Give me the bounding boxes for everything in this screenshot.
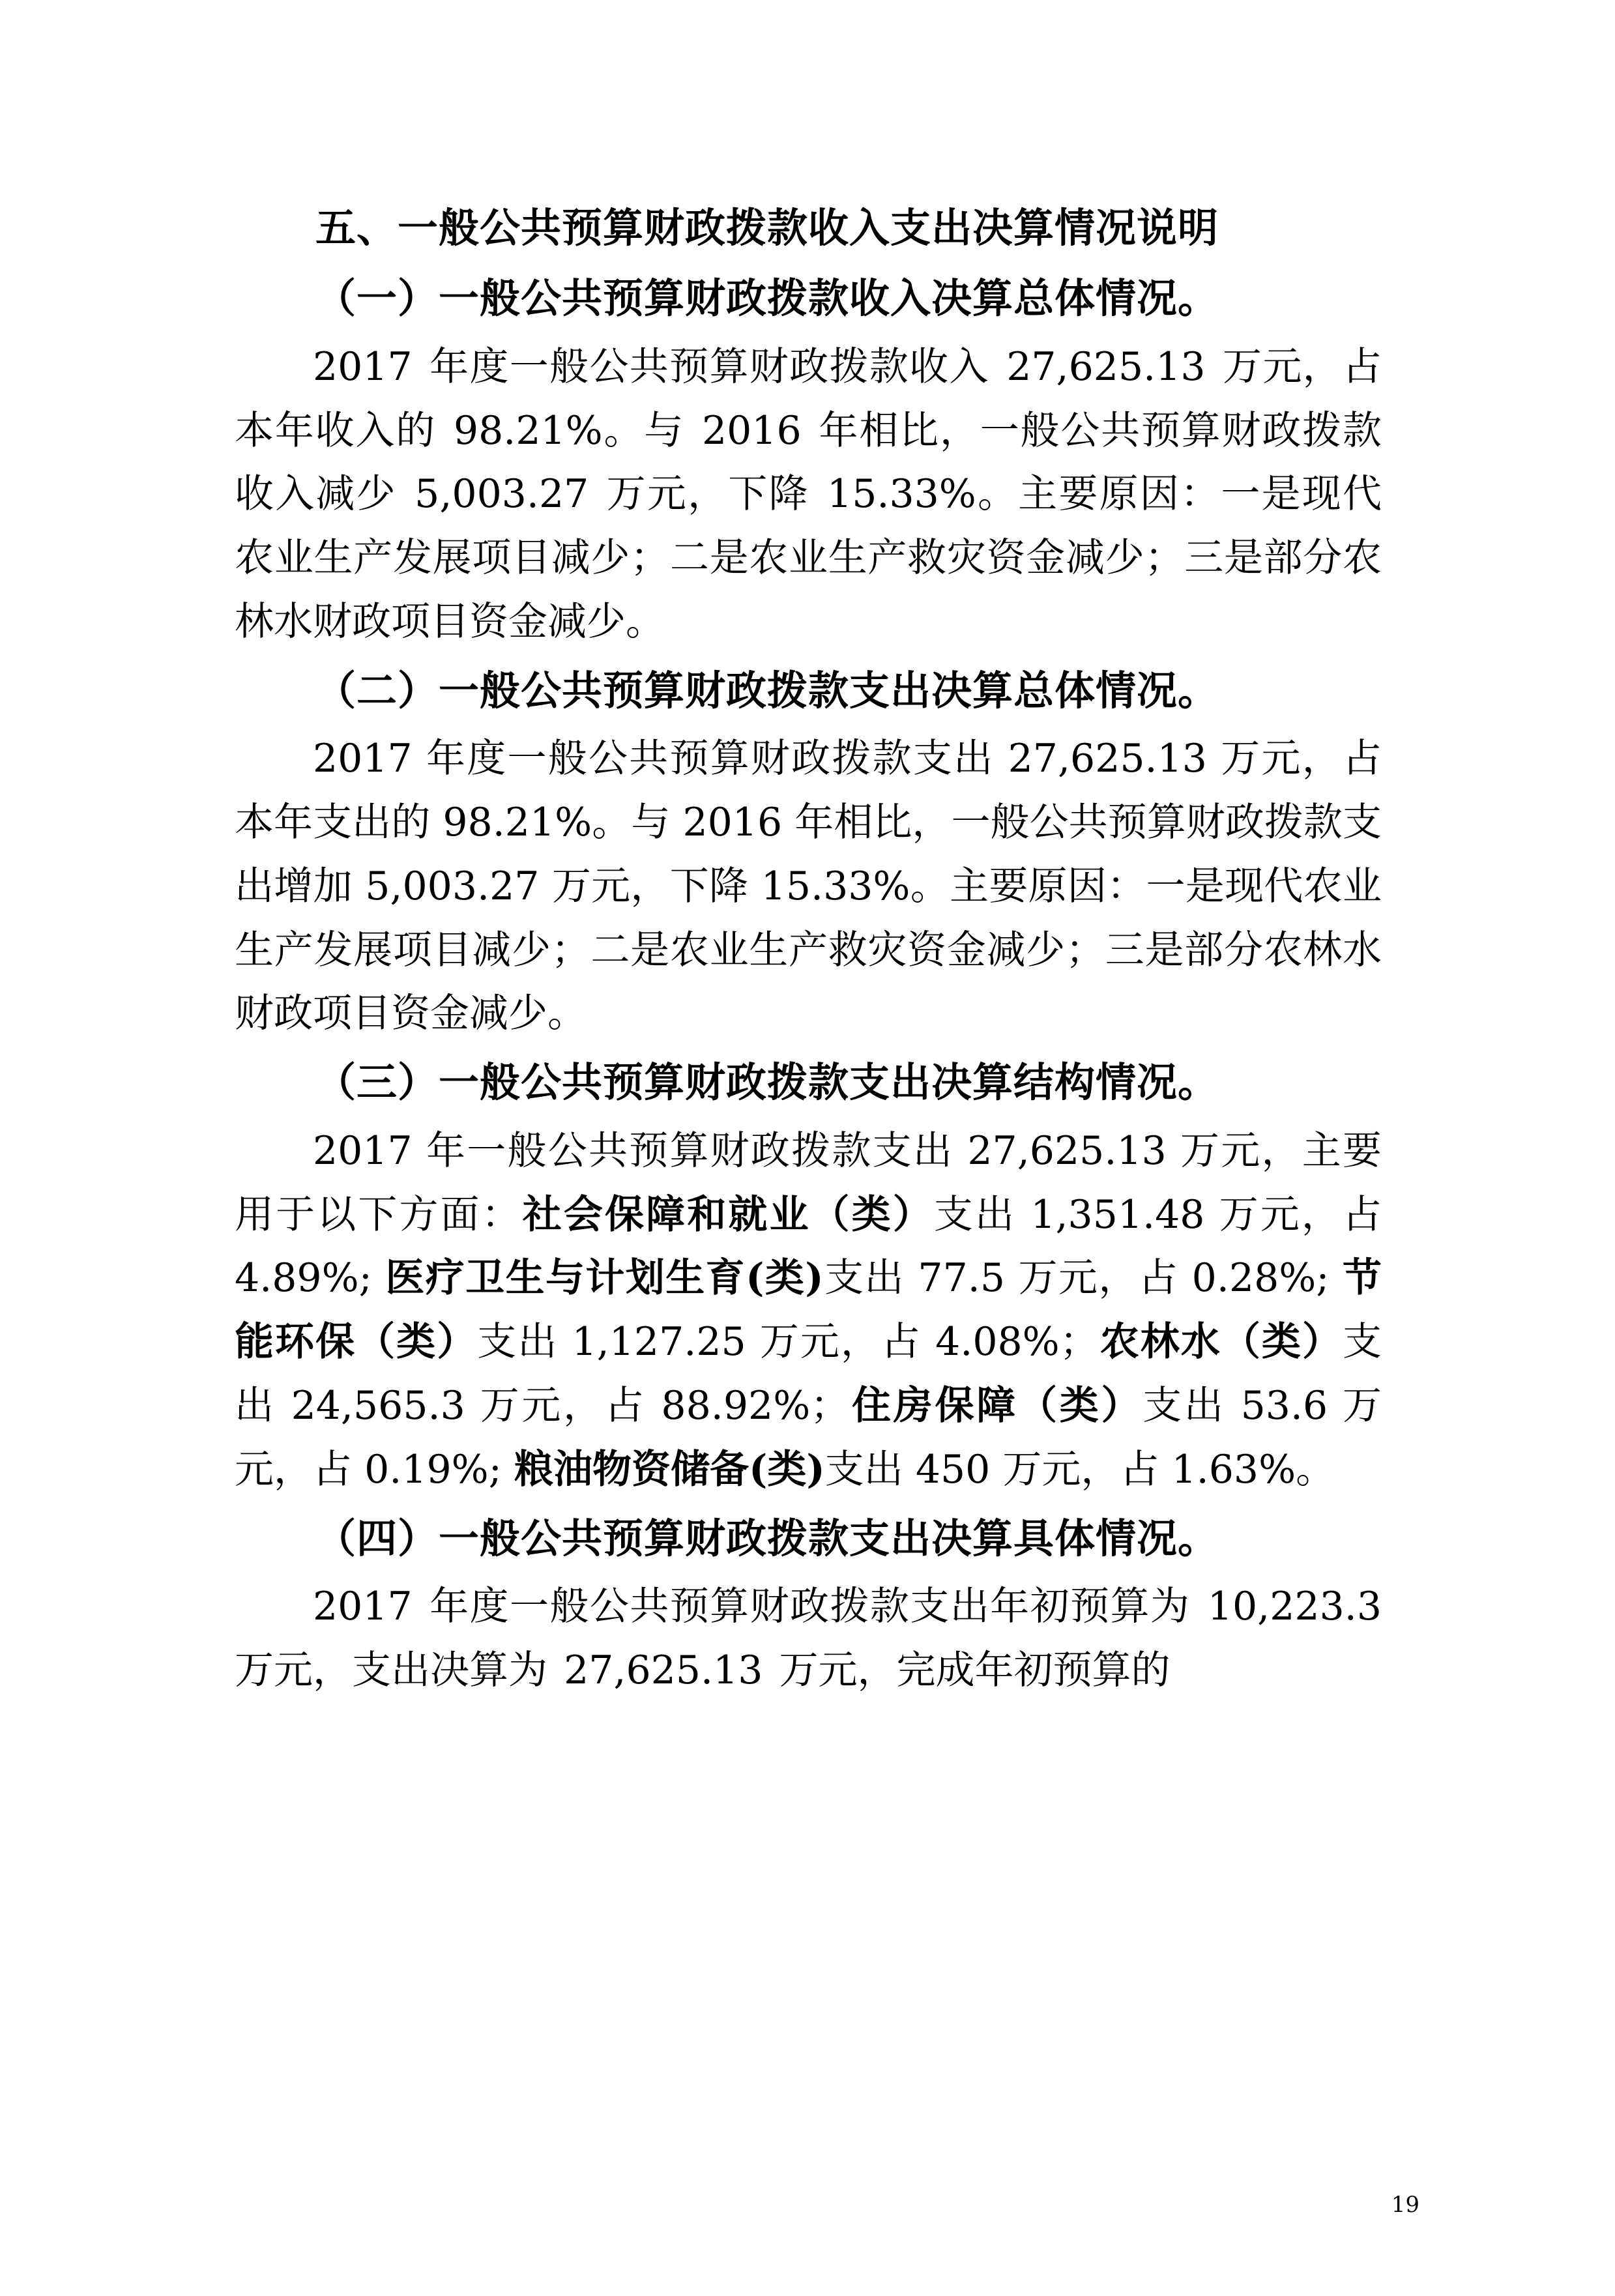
paragraph-1: 2017 年度一般公共预算财政拨款收入 27,625.13 万元，占本年收入的 98.21%。与 2016 年相比，一般公共预算财政拨款收入减少 5,003.27 万元，下降 15.33%。主要原因：一是现代农业生产发展项目减少；二是农业生产救灾资金减少；三是部分农林水财政项目资金减少。 [235,343,1382,645]
paragraph-4: 2017 年度一般公共预算财政拨款支出年初预算为 10,223.3 万元，支出决算为 27,625.13 万元，完成年初预算的 [235,1583,1382,1693]
document-body [235,196,1382,1703]
subsection-heading-2: （二）一般公共预算财政拨款支出决算总体情况。 [315,666,1219,714]
subsection-heading-4: （四）一般公共预算财政拨款支出决算具体情况。 [315,1514,1219,1562]
page-number: 19 [1391,2192,1419,2218]
subsection-heading-1: （一）一般公共预算财政拨款收入决算总体情况。 [315,274,1219,323]
paragraph-3: 2017 年一般公共预算财政拨款支出 27,625.13 万元，主要用于以下方面：社会保障和就业（类）支出 1,351.48 万元，占 4.89%; 医疗卫生与计划生育(类)支出 77.5 万元，占 0.28%; 节能环保（类）支出 1,127.25 万元，占 4.08%；农林水（类）支出 24,565.3 万元，占 88.92%；住房保障（类）支出 53.6 万元，占 0.19%; 粮油物资储备(类)支出 450 万元，占 1.63%。 [235,1127,1382,1492]
section-heading: 五、一般公共预算财政拨款收入支出决算情况说明 [315,204,1219,252]
subsection-heading-3: （三）一般公共预算财政拨款支出决算结构情况。 [315,1058,1219,1107]
paragraph-2: 2017 年度一般公共预算财政拨款支出 27,625.13 万元，占本年支出的 98.21%。与 2016 年相比，一般公共预算财政拨款支出增加 5,003.27 万元，下降 15.33%。主要原因：一是现代农业生产发展项目减少；二是农业生产救灾资金减少；三是部分农林水财政项目资金减少。 [235,736,1382,1037]
